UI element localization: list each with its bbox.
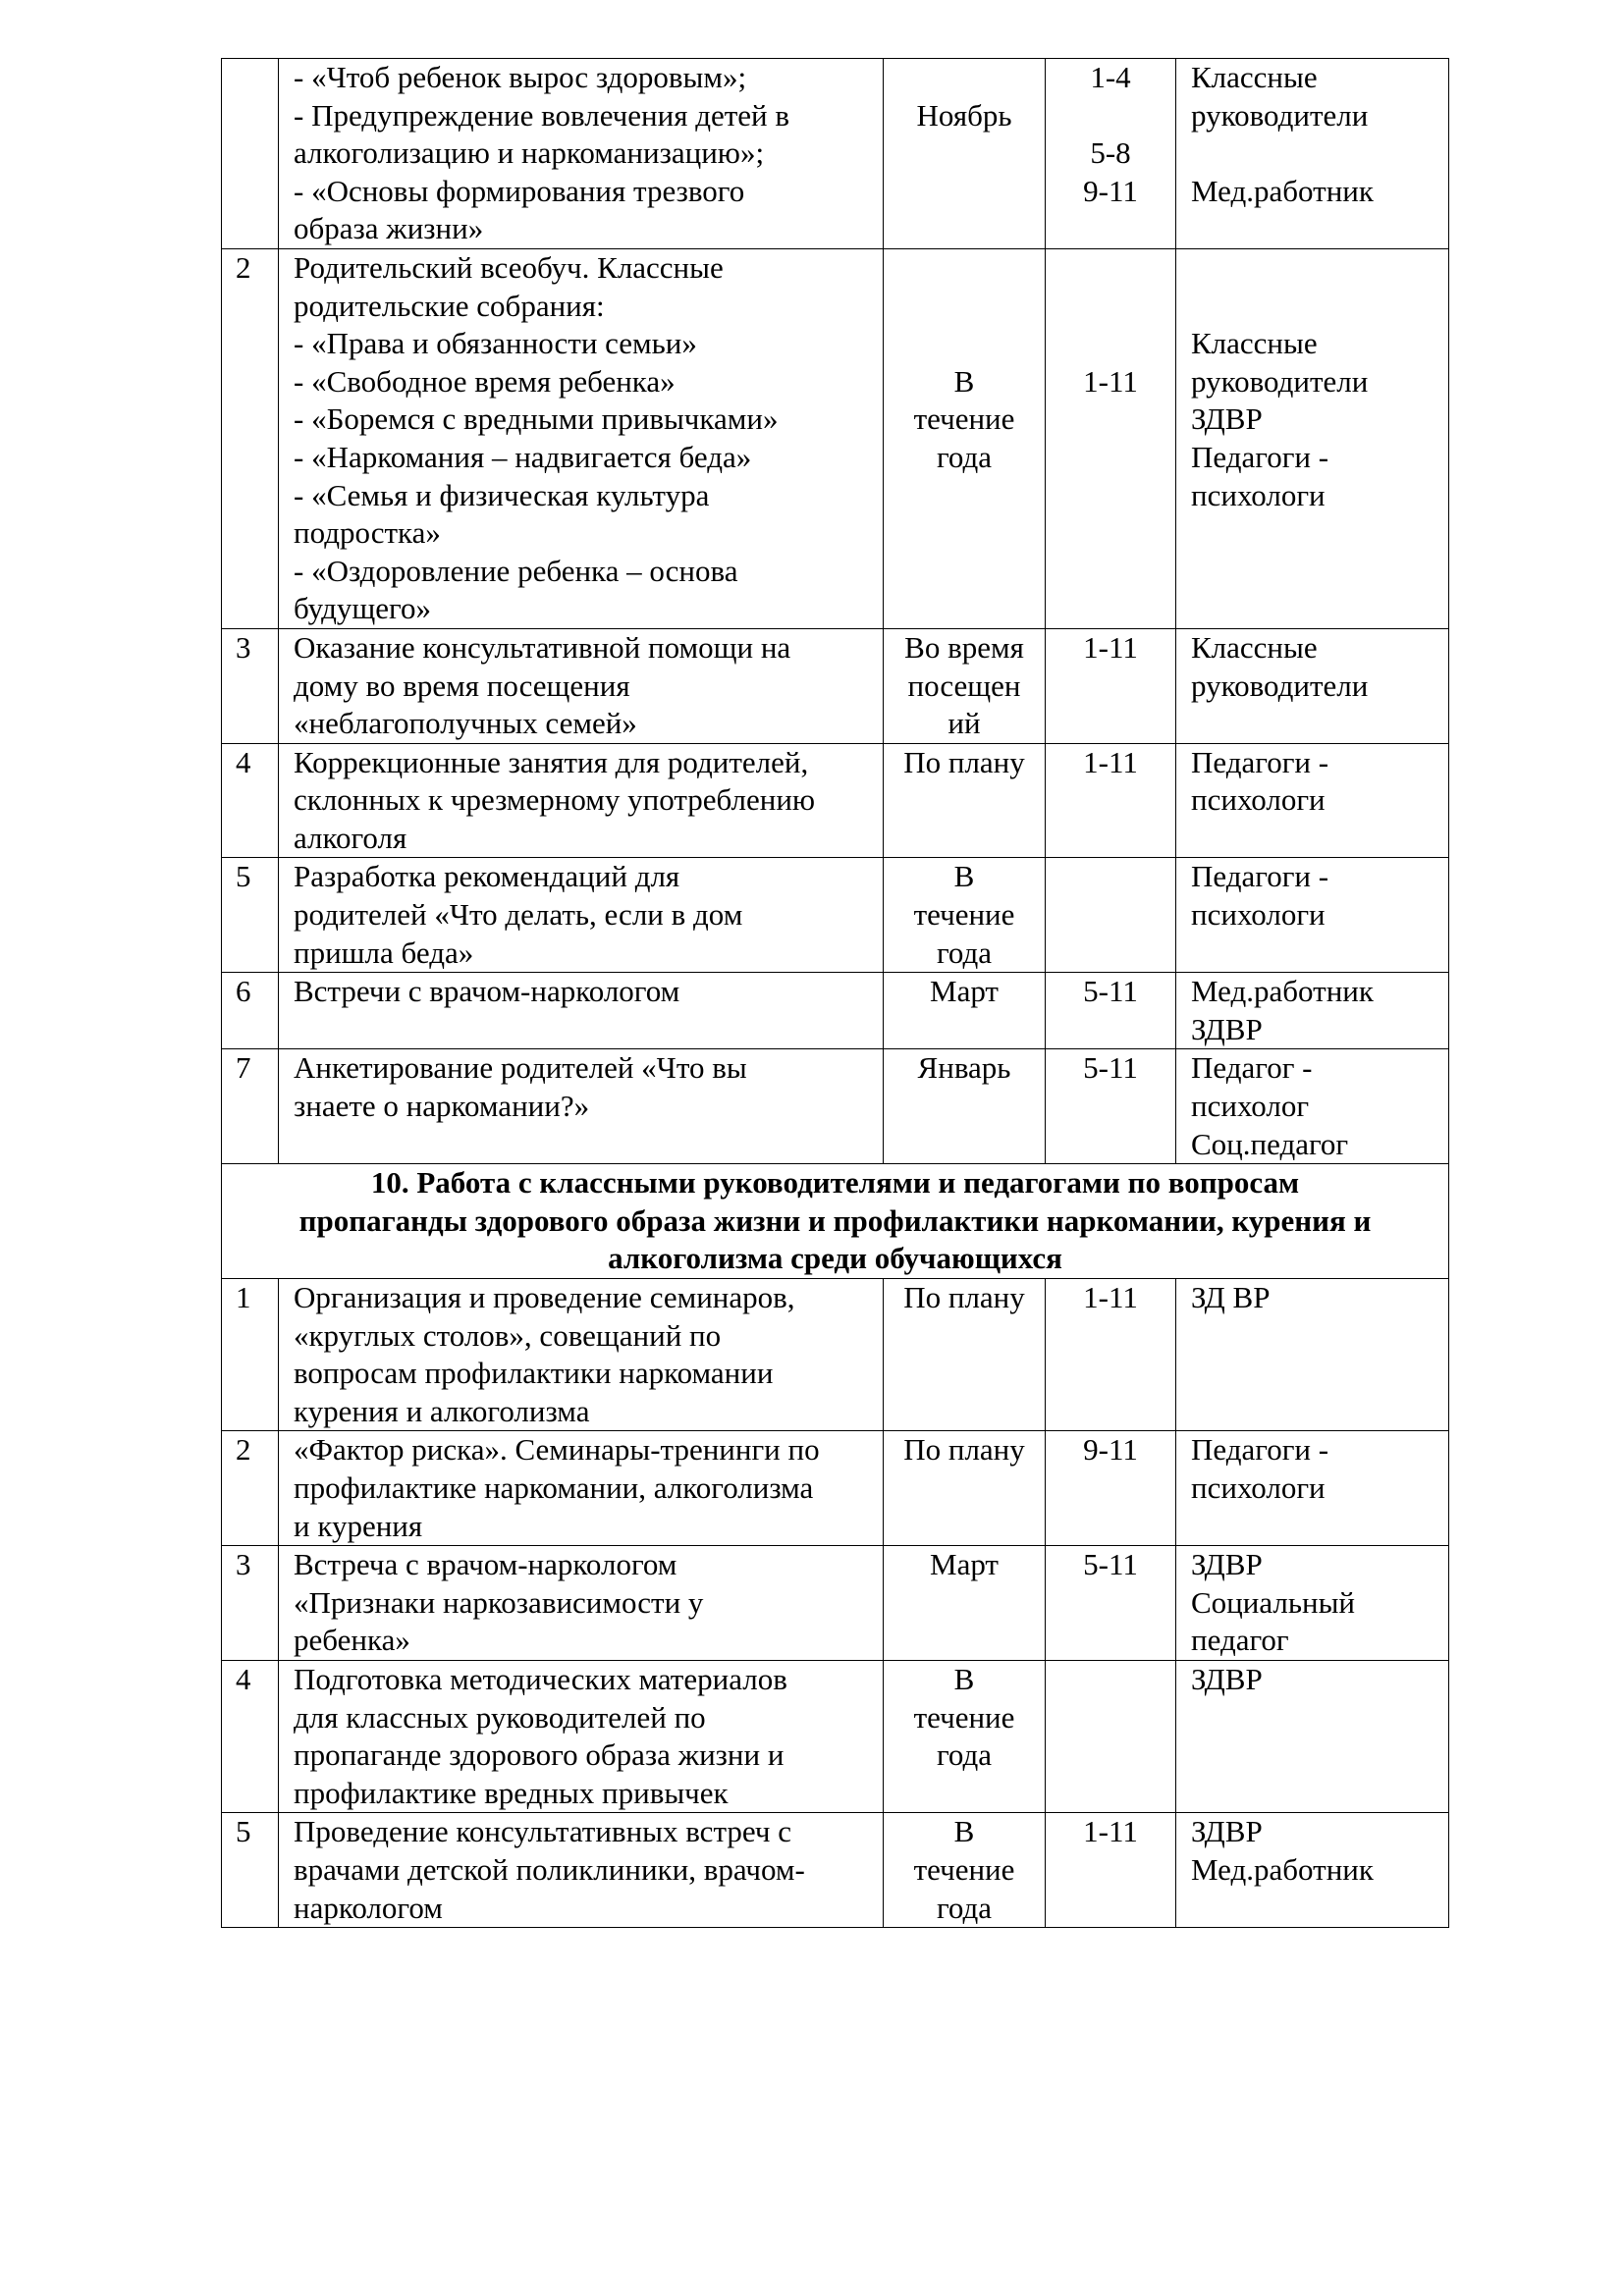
responsible-cell-line: ЗДВР: [1191, 1661, 1263, 1696]
row-number: 6: [222, 973, 279, 1049]
activity-text-line: курения и алкоголизма: [294, 1393, 590, 1428]
activity-text-line: - «Чтоб ребенок вырос здоровым»;: [294, 60, 747, 94]
date-cell: [884, 743, 1046, 858]
activity-text-line: - «Семья и физическая культура: [294, 477, 710, 512]
activity-text: [279, 1546, 884, 1661]
row-number: 7: [222, 1049, 279, 1164]
date-cell-line: По плану: [903, 744, 1025, 779]
activity-text-line: подростка»: [294, 515, 441, 551]
plan-table: [221, 58, 1449, 1928]
activity-text-line: родителей «Что делать, если в дом: [294, 897, 743, 933]
row-number: 2: [222, 1431, 279, 1546]
responsible-cell-line: Классные: [1191, 60, 1318, 94]
activity-text-line: алкоголизацию и наркоманизацию»;: [294, 135, 765, 171]
date-cell: [884, 628, 1046, 743]
responsible-cell-line: Педагоги -: [1191, 439, 1329, 474]
table-row: [222, 248, 1449, 628]
row-number: 2: [222, 248, 279, 628]
responsible-cell: [1176, 858, 1449, 973]
responsible-cell-line: ЗДВР: [1191, 401, 1263, 437]
responsible-cell: [1176, 973, 1449, 1049]
grades-cell: [1046, 1049, 1176, 1164]
grades-cell: [1046, 973, 1176, 1049]
responsible-cell-line: руководители: [1191, 97, 1369, 133]
grades-cell: [1046, 59, 1176, 249]
responsible-cell-line: Социальный: [1191, 1584, 1356, 1620]
grades-cell-line: 5-11: [1083, 1050, 1138, 1086]
table-row: [222, 1049, 1449, 1164]
responsible-cell-line: ЗДВР: [1191, 1547, 1263, 1582]
activity-text-line: Коррекционные занятия для родителей,: [294, 744, 809, 779]
date-cell-line: В: [953, 1661, 975, 1696]
responsible-cell-line: ЗД ВР: [1191, 1280, 1271, 1314]
activity-text: [279, 248, 884, 628]
responsible-cell-line: ЗДВР: [1191, 1011, 1263, 1046]
table-row: [222, 1813, 1449, 1928]
responsible-cell-line: Классные: [1191, 629, 1318, 665]
grades-cell: [1046, 858, 1176, 973]
responsible-cell-line: Педагоги -: [1191, 744, 1329, 779]
responsible-cell: [1176, 1813, 1449, 1928]
activity-text-line: пропаганде здорового образа жизни и: [294, 1737, 785, 1773]
responsible-cell: [1176, 743, 1449, 858]
date-cell-line: Март: [930, 974, 999, 1009]
responsible-cell: [1176, 59, 1449, 249]
responsible-cell: [1176, 1279, 1449, 1431]
activity-text-line: - Предупреждение вовлечения детей в: [294, 97, 790, 133]
responsible-cell-line: психологи: [1191, 782, 1326, 818]
date-cell-line: года: [936, 1890, 993, 1925]
section-title-line: алкоголизма среди обучающихся: [608, 1241, 1062, 1276]
row-number: [222, 59, 279, 249]
date-cell-line: По плану: [903, 1280, 1025, 1314]
section-title-line: 10. Работа с классными руководителями и педагогами по вопросам: [370, 1165, 1300, 1201]
table-row: [222, 1546, 1449, 1661]
activity-text-line: Проведение консультативных встреч с: [294, 1814, 791, 1849]
activity-text-line: Подготовка методических материалов: [294, 1661, 787, 1696]
responsible-cell-line: Соц.педагог: [1191, 1126, 1349, 1161]
date-cell: [884, 1813, 1046, 1928]
activity-text-line: знаете о наркомании?»: [294, 1089, 590, 1124]
responsible-cell: [1176, 1660, 1449, 1812]
activity-text-line: - «Наркомания – надвигается беда»: [294, 439, 752, 474]
date-cell: [884, 973, 1046, 1049]
date-cell: [884, 1431, 1046, 1546]
responsible-cell: [1176, 1546, 1449, 1661]
row-number: 4: [222, 1660, 279, 1812]
grades-cell: [1046, 1431, 1176, 1546]
responsible-cell-line: Педагог -: [1191, 1050, 1313, 1086]
date-cell-line: течение: [913, 897, 1015, 933]
activity-text: [279, 1431, 884, 1546]
responsible-cell-line: психологи: [1191, 897, 1326, 933]
activity-text-line: родительские собрания:: [294, 288, 605, 323]
grades-cell-line: 5-11: [1083, 974, 1138, 1009]
date-cell-line: течение: [913, 1699, 1015, 1735]
grades-cell-line: [1050, 249, 1171, 288]
section-title: [222, 1164, 1449, 1279]
grades-cell-line: [1050, 288, 1171, 326]
row-number: 4: [222, 743, 279, 858]
date-cell: [884, 248, 1046, 628]
row-number: 3: [222, 628, 279, 743]
responsible-cell-line: Мед.работник: [1191, 974, 1374, 1009]
responsible-cell-line: ЗДВР: [1191, 1814, 1263, 1849]
grades-cell-line: 1-11: [1083, 363, 1138, 399]
responsible-cell-line: руководители: [1191, 363, 1369, 399]
activity-text: [279, 1813, 884, 1928]
activity-text-line: - «Основы формирования трезвого: [294, 173, 745, 208]
date-cell: [884, 1049, 1046, 1164]
table-row: [222, 1660, 1449, 1812]
grades-cell-line: 9-11: [1083, 1432, 1138, 1468]
date-cell-line: года: [936, 1737, 993, 1773]
activity-text: [279, 59, 884, 249]
date-cell-line: [888, 288, 1041, 326]
grades-cell-line: [1050, 325, 1171, 363]
responsible-cell-line: [1191, 134, 1444, 173]
responsible-cell-line: Классные: [1191, 326, 1318, 361]
date-cell-line: В: [953, 1814, 975, 1849]
activity-text-line: образа жизни»: [294, 211, 484, 246]
date-cell-line: течение: [913, 1851, 1015, 1887]
grades-cell: [1046, 248, 1176, 628]
activity-text-line: - «Свободное время ребенка»: [294, 363, 676, 399]
date-cell-line: посещен: [907, 667, 1021, 703]
section-header: [222, 1164, 1449, 1279]
activity-text-line: «круглых столов», совещаний по: [294, 1317, 722, 1353]
table-body-bottom: [222, 1279, 1449, 1928]
date-cell-line: года: [936, 934, 993, 970]
grades-cell: [1046, 1546, 1176, 1661]
date-cell: [884, 1279, 1046, 1431]
responsible-cell-line: психолог: [1191, 1089, 1310, 1124]
date-cell-line: течение: [913, 401, 1015, 437]
date-cell: [884, 1660, 1046, 1812]
responsible-cell-line: [1191, 288, 1444, 326]
activity-text-line: профилактике вредных привычек: [294, 1775, 729, 1810]
grades-cell-line: [1050, 97, 1171, 135]
activity-text-line: Оказание консультативной помощи на: [294, 629, 791, 665]
table-row: [222, 858, 1449, 973]
activity-text-line: Родительский всеобуч. Классные: [294, 249, 724, 285]
responsible-cell-line: Педагоги -: [1191, 859, 1329, 894]
activity-text-line: для классных руководителей по: [294, 1699, 706, 1735]
section-title-line: пропаганды здорового образа жизни и профилактики наркомании, курения и: [298, 1202, 1372, 1238]
date-cell-line: года: [936, 439, 993, 474]
activity-text-line: дому во время посещения: [294, 667, 630, 703]
activity-text-line: будущего»: [294, 591, 431, 626]
row-number: 3: [222, 1546, 279, 1661]
grades-cell-line: 1-11: [1083, 629, 1138, 665]
date-cell: [884, 1546, 1046, 1661]
date-cell-line: В: [953, 363, 975, 399]
responsible-cell: [1176, 248, 1449, 628]
date-cell: [884, 858, 1046, 973]
activity-text-line: «неблагополучных семей»: [294, 706, 637, 741]
activity-text: [279, 1660, 884, 1812]
activity-text-line: Организация и проведение семинаров,: [294, 1280, 795, 1314]
row-number: 5: [222, 1813, 279, 1928]
responsible-cell-line: Мед.работник: [1191, 173, 1374, 208]
date-cell: [884, 59, 1046, 249]
grades-cell: [1046, 1813, 1176, 1928]
responsible-cell: [1176, 1431, 1449, 1546]
table-row: [222, 743, 1449, 858]
grades-cell: [1046, 1279, 1176, 1431]
table-row: [222, 59, 1449, 249]
date-cell-line: В: [953, 859, 975, 894]
activity-text-line: наркологом: [294, 1890, 443, 1925]
responsible-cell-line: психологи: [1191, 1469, 1326, 1505]
activity-text: [279, 628, 884, 743]
date-cell-line: Во время: [904, 629, 1024, 665]
table-row: [222, 628, 1449, 743]
date-cell-line: По плану: [903, 1432, 1025, 1468]
activity-text-line: - «Боремся с вредными привычками»: [294, 401, 779, 437]
grades-cell-line: 1-11: [1083, 1280, 1138, 1314]
activity-text-line: - «Оздоровление ребенка – основа: [294, 553, 738, 588]
activity-text: [279, 1049, 884, 1164]
responsible-cell: [1176, 628, 1449, 743]
activity-text-line: вопросам профилактики наркомании: [294, 1356, 774, 1391]
date-cell-line: [888, 325, 1041, 363]
date-cell-line: [888, 59, 1041, 97]
activity-text: [279, 858, 884, 973]
responsible-cell-line: [1191, 249, 1444, 288]
responsible-cell-line: педагог: [1191, 1623, 1289, 1658]
date-cell-line: Март: [930, 1547, 999, 1582]
activity-text-line: Встреча с врачом-наркологом: [294, 1547, 677, 1582]
grades-cell-line: 1-11: [1083, 1814, 1138, 1849]
grades-cell-line: 1-11: [1083, 744, 1138, 779]
activity-text-line: пришла беда»: [294, 934, 474, 970]
grades-cell-line: 1-4: [1090, 60, 1131, 94]
grades-cell: [1046, 1660, 1176, 1812]
activity-text-line: Разработка рекомендаций для: [294, 859, 680, 894]
activity-text: [279, 743, 884, 858]
grades-cell: [1046, 743, 1176, 858]
date-cell-line: ий: [947, 706, 981, 741]
activity-text-line: Анкетирование родителей «Что вы: [294, 1050, 747, 1086]
responsible-cell-line: Мед.работник: [1191, 1851, 1374, 1887]
table-row: [222, 1431, 1449, 1546]
activity-text-line: «Признаки наркозависимости у: [294, 1584, 704, 1620]
grades-cell-line: 9-11: [1083, 173, 1138, 208]
table-row: [222, 973, 1449, 1049]
grades-cell-line: 5-11: [1083, 1547, 1138, 1582]
date-cell-line: [888, 249, 1041, 288]
activity-text: [279, 1279, 884, 1431]
row-number: 5: [222, 858, 279, 973]
activity-text-line: склонных к чрезмерному употреблению: [294, 782, 816, 818]
activity-text-line: - «Права и обязанности семьи»: [294, 326, 697, 361]
responsible-cell-line: руководители: [1191, 667, 1369, 703]
date-cell-line: Ноябрь: [916, 97, 1012, 133]
activity-text-line: Встречи с врачом-наркологом: [294, 974, 680, 1009]
responsible-cell-line: Педагоги -: [1191, 1432, 1329, 1468]
row-number: 1: [222, 1279, 279, 1431]
activity-text-line: ребенка»: [294, 1623, 410, 1658]
grades-cell: [1046, 628, 1176, 743]
table-row: [222, 1279, 1449, 1431]
activity-text-line: профилактике наркомании, алкоголизма: [294, 1469, 814, 1505]
responsible-cell-line: психологи: [1191, 477, 1326, 512]
activity-text-line: «Фактор риска». Семинары-тренинги по: [294, 1432, 820, 1468]
activity-text-line: врачами детской поликлиники, врачом-: [294, 1851, 805, 1887]
section-row: [222, 1164, 1449, 1279]
responsible-cell: [1176, 1049, 1449, 1164]
activity-text: [279, 973, 884, 1049]
grades-cell-line: 5-8: [1090, 135, 1131, 171]
activity-text-line: алкоголя: [294, 820, 407, 855]
activity-text-line: и курения: [294, 1508, 423, 1543]
date-cell-line: Январь: [917, 1050, 1011, 1086]
table-body-top: [222, 59, 1449, 1164]
